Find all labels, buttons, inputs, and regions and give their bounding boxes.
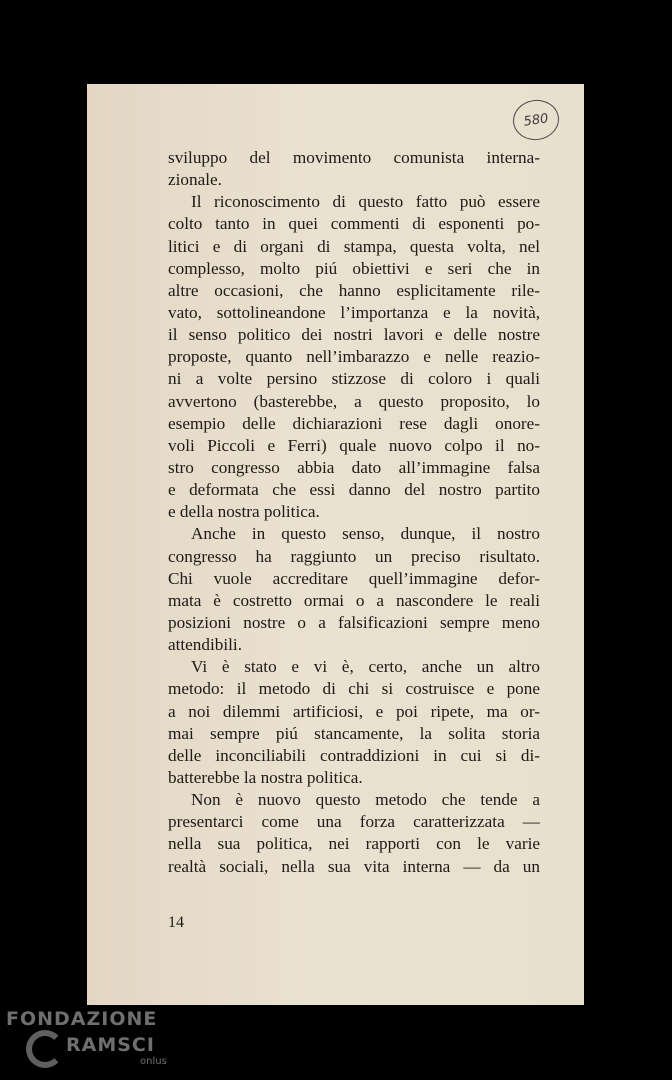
text-line: posizioni nostre o a falsificazioni sempre meno: [168, 612, 540, 632]
text-line: complesso, molto piú obiettivi e seri che in: [168, 258, 540, 278]
text-line: Vi è stato e vi è, certo, anche un altro: [191, 657, 540, 677]
page-number: 14: [168, 914, 184, 931]
text-line: il senso politico dei nostri lavori e delle nostre: [168, 325, 540, 345]
logo-line-2: RAMSCI: [66, 1034, 155, 1056]
text-line: Il riconoscimento di questo fatto può essere: [191, 192, 540, 212]
logo-g-icon: [26, 1030, 64, 1068]
text-line: mata è costretto ormai o a nascondere le reali: [168, 590, 540, 610]
text-line: a noi dilemmi artificiosi, e poi ripete, ma or-: [168, 701, 540, 721]
page-text: [168, 147, 540, 878]
logo-line-1: FONDAZIONE: [6, 1008, 158, 1030]
text-line: batterebbe la nostra politica.: [168, 767, 363, 787]
text-line: Chi vuole accreditare quell’immagine defor-: [168, 568, 540, 588]
text-line: sviluppo del movimento comunista interna-: [168, 148, 540, 167]
text-line: stro congresso abbia dato all’immagine falsa: [168, 457, 540, 477]
text-line: ni a volte persino stizzose di coloro i quali: [168, 369, 540, 389]
text-line: delle inconciliabili contraddizioni in cui si di-: [168, 745, 540, 765]
text-line: e deformata che essi danno del nostro partito: [168, 480, 540, 500]
text-line: zionale.: [168, 170, 222, 190]
text-line: nella sua politica, nei rapporti con le varie: [168, 834, 540, 854]
text-line: congresso ha raggiunto un preciso risultato.: [168, 546, 540, 566]
text-line: mai sempre piú stancamente, la solita storia: [168, 723, 540, 743]
text-line: esempio delle dichiarazioni rese dagli onore-: [168, 413, 540, 433]
text-line: metodo: il metodo di chi si costruisce e pone: [168, 679, 540, 699]
text-line: avvertono (basterebbe, a questo proposito, lo: [168, 391, 540, 411]
text-line: e della nostra politica.: [168, 502, 320, 522]
text-line: Anche in questo senso, dunque, il nostro: [191, 524, 540, 544]
text-line: realtà sociali, nella sua vita interna — da un: [168, 856, 540, 876]
text-line: proposte, quanto nell’imbarazzo e nelle reazio-: [168, 347, 540, 367]
text-line: colto tanto in quei commenti di esponenti po-: [168, 214, 540, 234]
text-line: altre occasioni, che hanno esplicitamente rile-: [168, 280, 540, 300]
text-line: attendibili.: [168, 635, 242, 655]
fondazione-gramsci-logo: [6, 1006, 176, 1076]
text-line: presentarci come una forza caratterizzata —: [168, 812, 540, 832]
archive-number-stamp: 580: [510, 97, 561, 143]
text-line: voli Piccoli e Ferri) quale nuovo colpo il no-: [168, 435, 540, 455]
text-line: vato, sottolineandone l’importanza e la novità,: [168, 302, 540, 322]
text-line: litici e di organi di stampa, questa volta, nel: [168, 236, 540, 256]
logo-onlus: onlus: [140, 1056, 167, 1067]
text-line: Non è nuovo questo metodo che tende a: [191, 790, 540, 810]
